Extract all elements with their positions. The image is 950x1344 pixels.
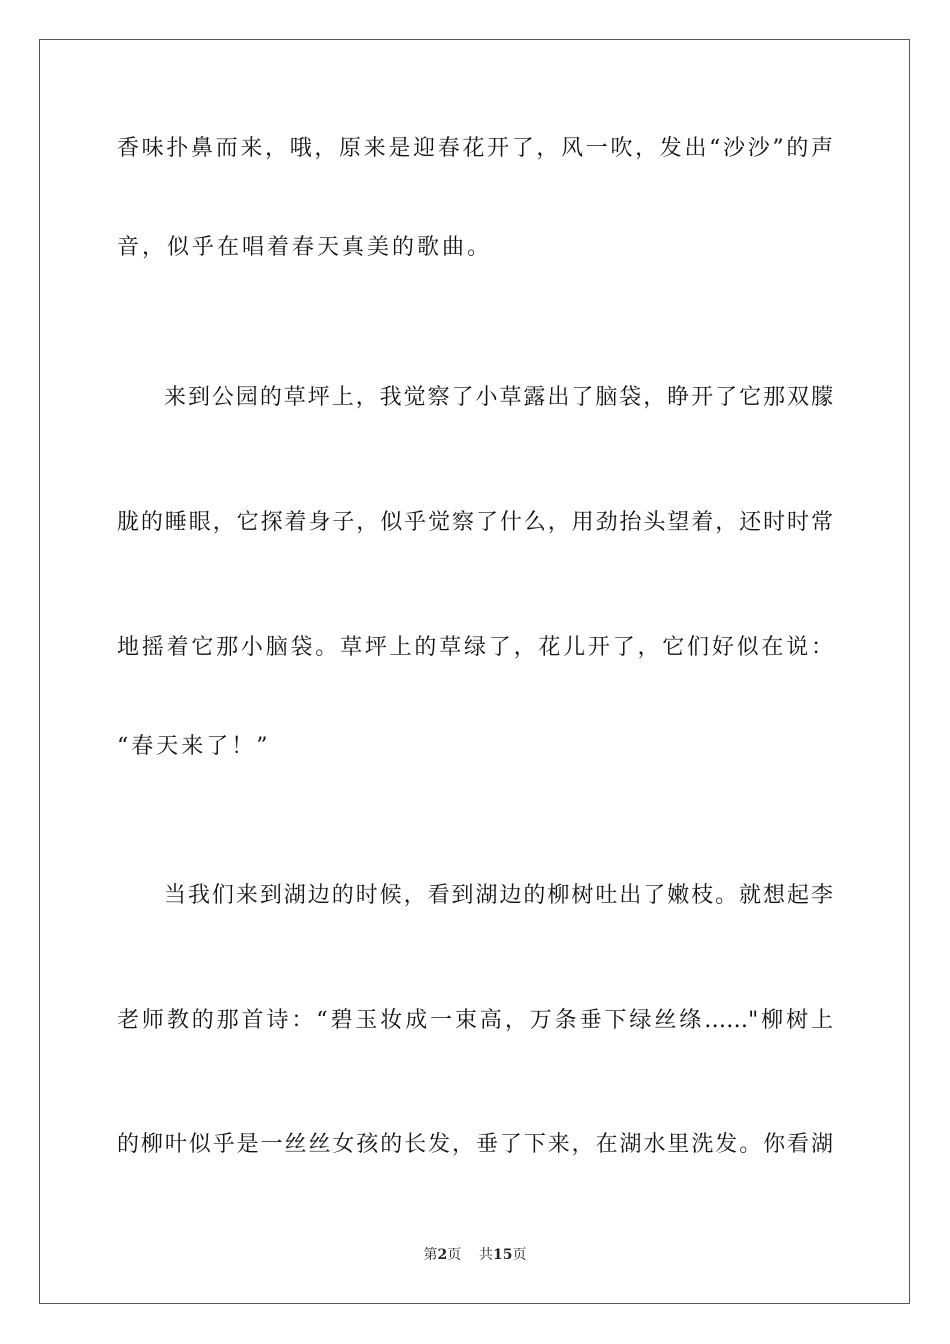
text-line-6: “春天来了！” <box>117 734 271 759</box>
footer-total-suffix: 页 <box>512 1247 527 1263</box>
footer-page-suffix: 页 <box>447 1247 462 1263</box>
text-line-4: 胧的睡眼，它探着身子，似乎觉察了什么，用劲抬头望着，还时时常 <box>117 510 833 535</box>
page-border <box>39 39 910 1304</box>
footer-total-prefix: 共 <box>479 1247 494 1263</box>
text-line-8: 老师教的那首诗：“碧玉妆成一束高，万条垂下绿丝绦……"柳树上 <box>117 1008 833 1033</box>
footer-total-pages: 15 <box>493 1247 513 1263</box>
text-line-3: 来到公园的草坪上，我觉察了小草露出了脑袋，睁开了它那双朦 <box>164 385 833 410</box>
page-footer <box>0 1246 950 1264</box>
text-line-5: 地摇着它那小脑袋。草坪上的草绿了，花儿开了，它们好似在说： <box>117 635 833 660</box>
text-line-1: 香味扑鼻而来，哦，原来是迎春花开了，风一吹，发出“沙沙”的声 <box>117 136 833 161</box>
text-line-9: 的柳叶似乎是一丝丝女孩的长发，垂了下来，在湖水里洗发。你看湖 <box>117 1132 833 1157</box>
text-line-2: 音，似乎在唱着春天真美的歌曲。 <box>117 235 493 260</box>
text-line-7: 当我们来到湖边的时候，看到湖边的柳树吐出了嫩枝。就想起李 <box>164 883 833 908</box>
footer-page-prefix: 第 <box>423 1247 438 1263</box>
footer-page-number: 2 <box>437 1247 448 1263</box>
